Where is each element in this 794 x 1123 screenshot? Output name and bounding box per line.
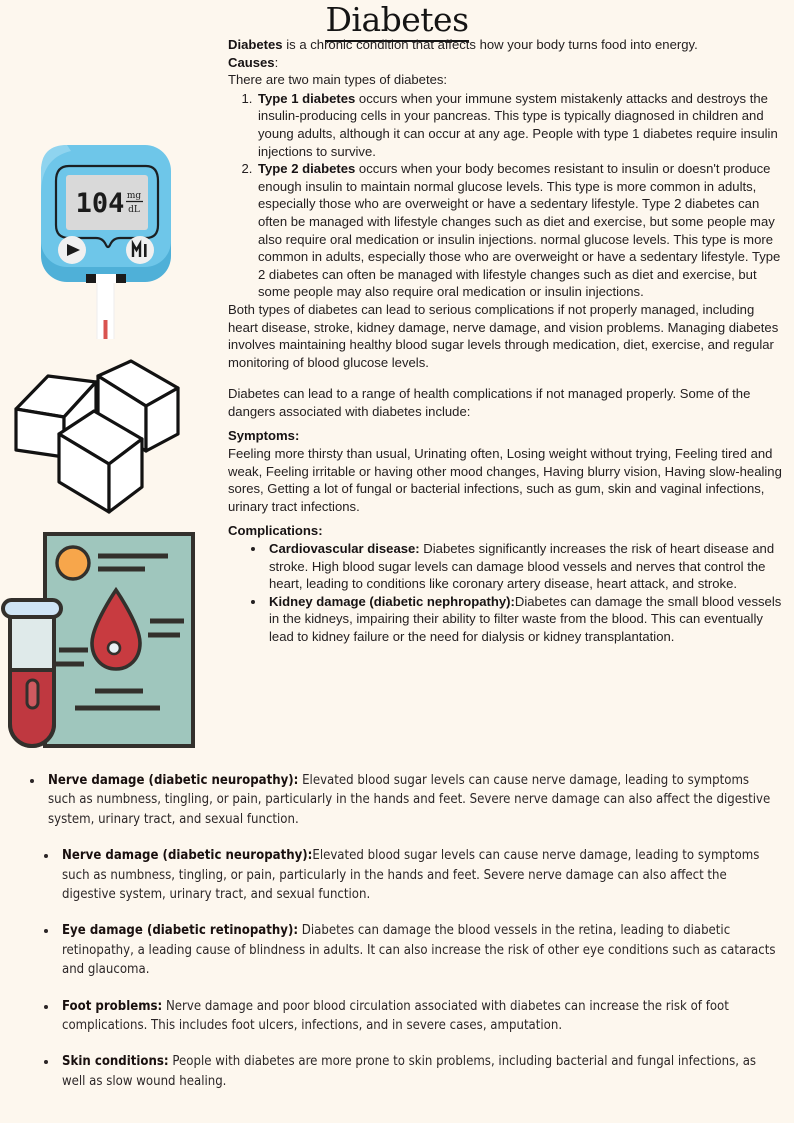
list-item-eye-damage <box>58 921 776 979</box>
top-region <box>0 36 794 771</box>
glucose-meter-illustration <box>0 124 215 339</box>
type-1-label: Type 1 diabetes <box>258 90 356 106</box>
meter-reading-value: 104 <box>75 188 125 219</box>
eye-damage-label: Eye damage (diabetic retinopathy): <box>62 923 299 939</box>
list-item-cardiovascular <box>266 540 784 593</box>
complications-list <box>228 540 784 646</box>
list-item-foot-problems <box>58 997 776 1036</box>
list-item-skin-conditions <box>58 1052 776 1091</box>
dangers-paragraph: Diabetes can lead to a range of health complications if not managed properly. Some of the dangers associated with diabetes include: <box>228 386 751 419</box>
diabetes-types-list <box>228 90 784 301</box>
symptoms-heading: Symptoms: <box>228 428 300 444</box>
symptoms-text: Feeling more thirsty than usual, Urinating often, Losing weight without trying, Feeling tired and weak, Feeling irritable or having other mood changes, Having blurry vision, Having slow-healing sores, Getting a lot of fungal or bacterial infections, such as gum, skin and vaginal infections, urinary tract infections. <box>228 446 782 514</box>
sugar-cubes-illustration <box>6 354 206 519</box>
list-item-kidney <box>266 593 784 646</box>
dangers-list <box>22 771 776 1091</box>
cardiovascular-text: Diabetes significantly increases the risk of heart disease and stroke. High blood sugar levels can damage blood vessels and nerves that control the heart, leading to conditions like coronary artery disease, heart attack, and stroke. <box>269 541 775 592</box>
spacer <box>228 371 784 385</box>
nerve-damage-1-label: Nerve damage (diabetic neuropathy): <box>48 773 299 788</box>
foot-problems-text: Nerve damage and poor blood circulation associated with diabetes can increase the risk of foot complications. This includes foot ulcers, infections, and in severe cases, amputation. <box>62 998 729 1034</box>
illustration-column <box>0 36 215 771</box>
cardiovascular-label: Cardiovascular disease: <box>269 541 420 557</box>
skin-conditions-text: People with diabetes are more prone to skin problems, including bacterial and fungal infections, as well as slow wound healing. <box>62 1054 757 1089</box>
spacer <box>228 515 784 522</box>
kidney-label: Kidney damage (diabetic nephropathy): <box>269 593 515 609</box>
spacer <box>228 420 784 427</box>
complications-heading: Complications: <box>228 523 323 539</box>
main-text-column <box>228 36 784 646</box>
list-item-nerve-damage-1 <box>44 771 776 829</box>
lead-rest: is a chronic condition that affects how your body turns food into energy. <box>282 37 698 52</box>
nerve-damage-1-text: Elevated blood sugar levels can cause nerve damage, leading to symptoms such as numbness, tingling, or pain, particularly in the hands and feet. Severe nerve damage can also affect the digestive system, urinary tract, and sexual function. <box>48 773 771 827</box>
both-types-paragraph: Both types of diabetes can lead to serious complications if not properly managed, including heart disease, stroke, kidney damage, nerve damage, and vision problems. Managing diabetes involves maintaining healthy blood sugar levels through medication, diet, exercise, and regular monitoring of blood glucose levels. <box>228 301 779 370</box>
types-intro: There are two main types of diabetes: <box>228 72 448 88</box>
report-accent-circle-icon <box>57 547 89 579</box>
list-item-type-2 <box>256 160 784 301</box>
kidney-text: Diabetes can damage the small blood vessels in the kidneys, impairing their ability to filter waste from the blood. This can eventually lead to kidney failure or the need for dialysis or kidney transplantation. <box>269 593 782 644</box>
causes-label: Causes <box>228 54 275 70</box>
type-1-text: occurs when your immune system mistakenly attacks and destroys the insulin-producing cells in your pancreas. This type is typically diagnosed in children and young adults, although it can occur at any age. People with type 1 diabetes require insulin injections to survive. <box>258 90 778 159</box>
bottom-region <box>0 771 794 1091</box>
test-strip-icon <box>97 279 114 339</box>
type-2-label: Type 2 diabetes <box>258 161 356 177</box>
foot-problems-label: Foot problems: <box>62 998 163 1014</box>
nerve-damage-2-label: Nerve damage (diabetic neuropathy): <box>62 848 313 864</box>
meter-unit-denominator: dL <box>128 205 140 215</box>
list-item-nerve-damage-2 <box>58 846 776 904</box>
causes-colon: : <box>274 54 279 70</box>
lead-bold: Diabetes <box>228 37 283 52</box>
causes-heading <box>228 54 784 72</box>
test-tube-icon <box>3 600 61 746</box>
meter-play-button <box>58 236 86 264</box>
skin-conditions-label: Skin conditions: <box>62 1054 169 1070</box>
nerve-damage-2-text: Elevated blood sugar levels can cause nerve damage, leading to symptoms such as numbness, tingling, or pain, particularly in the hands and feet. Severe nerve damage can also affect the digestive system, urinary tract, and sexual function. <box>62 848 760 903</box>
page-title: Diabetes <box>325 2 468 42</box>
meter-memory-button <box>126 236 154 264</box>
type-2-text: occurs when your body becomes resistant to insulin or doesn't produce enough insulin to maintain normal glucose levels. This type is more common in adults, especially those who are overweight or have a sedentary lifestyle. Type 2 diabetes can often be managed with lifestyle changes such as diet and exercise, but some people may also require oral medication or insulin injections. normal glucose levels. This type is more common in adults, especially those who are overweight or have a sedentary lifestyle. Type 2 diabetes can often be managed with lifestyle changes such as diet and exercise, but some people may also require oral medication or insulin injections. <box>258 161 781 300</box>
eye-damage-text: Diabetes can damage the blood vessels in the retina, leading to diabetic retinopathy, a leading cause of blindness in adults. It can also increase the risk of other eye conditions such as cataracts and glaucoma. <box>62 923 776 978</box>
list-item-type-1 <box>256 90 784 160</box>
meter-unit-numerator: mg <box>126 191 142 201</box>
blood-test-illustration <box>0 528 210 764</box>
lead-paragraph <box>228 36 784 54</box>
